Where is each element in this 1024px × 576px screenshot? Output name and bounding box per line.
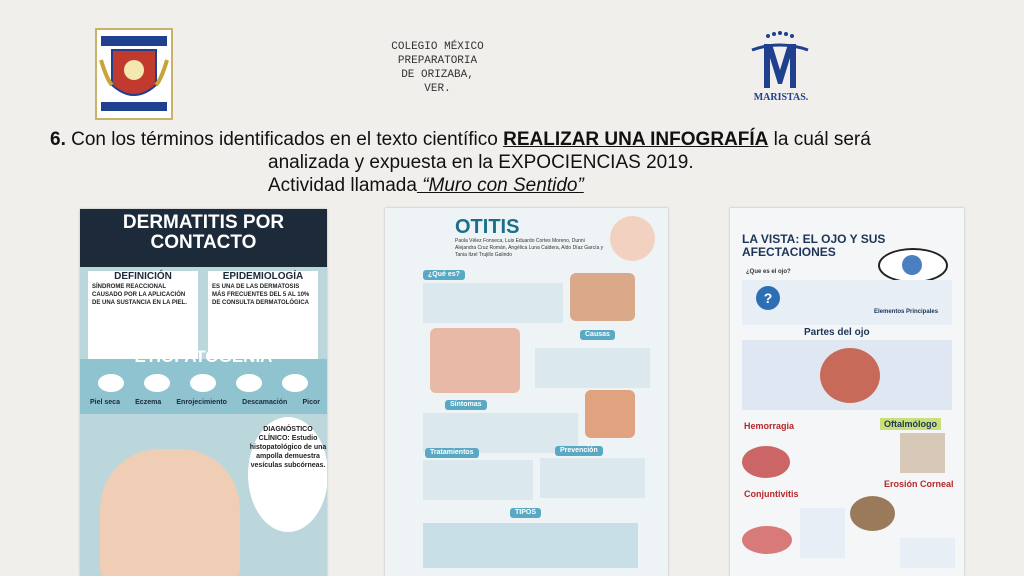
poster3-eye-diagram (820, 348, 880, 403)
poster2-text-block (535, 348, 650, 388)
poster3-section-erosion: Erosión Corneal (884, 479, 954, 489)
instruction-number: 6. (50, 129, 66, 150)
poster2-text-block (423, 283, 563, 323)
school-line-4: VER. (424, 83, 451, 95)
crest-icon (97, 30, 171, 118)
poster3-title: LA VISTA: EL OJO Y SUS AFECTACIONES (742, 232, 886, 259)
poster3-text-block (800, 508, 845, 558)
poster2-section-types: TIPOS (510, 508, 541, 518)
poster1-symptom-icons (98, 374, 308, 392)
school-line-2: PREPARATORIA (397, 55, 478, 67)
itch-icon (282, 374, 308, 392)
maristas-logo (742, 30, 818, 106)
symptom-label: Eczema (135, 399, 162, 406)
poster3-section-ophthalmologist: Oftalmólogo (880, 418, 941, 430)
eczema-icon (144, 374, 170, 392)
poster1-epidemiology-text: ES UNA DE LAS DERMATOSIS MÁS FRECUENTES DEL 5 AL 10% DE CONSULTA DERMATOLÓGICA (212, 284, 310, 306)
symptom-label: Enrojecimiento (176, 399, 227, 406)
poster1-symptom-labels (90, 399, 320, 406)
maristas-wordmark: MARISTAS. (753, 92, 809, 103)
dry-skin-icon (98, 374, 124, 392)
instruction-text-before: Con los términos identificados en el texto científico (65, 129, 504, 150)
poster-dermatitis (80, 209, 327, 576)
poster1-etio-title: ETIOPATOGENIA (134, 347, 273, 366)
poster2-section-what: ¿Qué es? (423, 270, 465, 280)
poster2-girl-image (585, 390, 635, 438)
poster1-title: DERMATITIS POR CONTACTO (122, 212, 285, 253)
school-line-1: COLEGIO MÉXICO (391, 41, 484, 53)
maristas-monogram-icon (742, 30, 818, 92)
poster1-diagnosis-bubble: DIAGNÓSTICO CLÍNICO: Estudio histopatológico de una ampolla demuestra vesículas subcórneas. (248, 417, 327, 532)
poster2-authors: Paola Vélez Fonseca, Luis Eduardo Cortes Moreno, Dunni Alejandra Cruz Román, Angélica Luna Caldera, Aldo Díaz García y Tania Itzel Trujillo Galindo (455, 238, 604, 258)
poster2-ear-diagram (430, 328, 520, 393)
symptom-label: Descamación (242, 399, 288, 406)
colegio-mexico-crest (95, 28, 173, 120)
poster1-epidemiology-title: EPIDEMIOLOGÍA (222, 271, 304, 282)
activity-title: “Muro con Sentido” (416, 175, 584, 196)
poster2-types-block (423, 523, 638, 568)
poster3-section-hemorrhage: Hemorragia (744, 421, 795, 431)
poster2-ear-image (610, 216, 655, 261)
poster3-question: ¿Que es el ojo? (746, 269, 791, 275)
instruction-line-2: analizada y expuesta en la EXPOCIENCIAS 2019. (268, 152, 694, 173)
instruction-text-after: la cuál será (768, 129, 871, 150)
instruction-emphasis: REALIZAR UNA INFOGRAFÍA (503, 129, 769, 150)
poster3-doctor-image (900, 433, 945, 473)
redness-icon (190, 374, 216, 392)
poster-otitis (385, 208, 668, 576)
poster3-text-block (900, 538, 955, 568)
instruction-line-1 (50, 128, 970, 151)
poster2-title: OTITIS (455, 216, 520, 238)
poster3-iris (902, 255, 922, 275)
question-mark-icon: ? (756, 286, 780, 310)
school-line-3: DE ORIZABA, (401, 69, 474, 81)
poster3-erosion-image (850, 496, 895, 531)
school-header (360, 40, 515, 96)
scaling-icon (236, 374, 262, 392)
poster1-definition-title: DEFINICIÓN (114, 271, 172, 282)
poster2-section-symptoms: Síntomas (445, 400, 487, 410)
poster3-section-parts: Partes del ojo (804, 327, 870, 338)
poster3-section-conjunctivitis: Conjuntivitis (744, 489, 799, 499)
symptom-label: Piel seca (90, 399, 120, 406)
poster1-definition-text: SÍNDROME REACCIONAL CAUSADO POR LA APLICACIÓN DE UNA SUSTANCIA EN LA PIEL. (92, 284, 187, 306)
poster3-conjunctivitis-image (742, 526, 792, 554)
poster2-section-causes: Causas (580, 330, 615, 340)
poster3-elements-label: Elementos Principales (874, 309, 939, 315)
poster1-baby-image (100, 449, 240, 576)
poster2-exam-image (570, 273, 635, 321)
instruction-line-3 (50, 174, 970, 197)
poster-vision (730, 208, 964, 576)
poster3-hemorrhage-image (742, 446, 790, 478)
poster2-section-prevention: Prevención (555, 446, 603, 456)
poster2-text-block (423, 460, 533, 500)
poster2-section-treatments: Tratamientos (425, 448, 479, 458)
symptom-label: Picor (302, 399, 320, 406)
poster2-text-block (540, 458, 645, 498)
instruction-text (50, 128, 970, 197)
activity-prefix: Actividad llamada (268, 175, 417, 196)
